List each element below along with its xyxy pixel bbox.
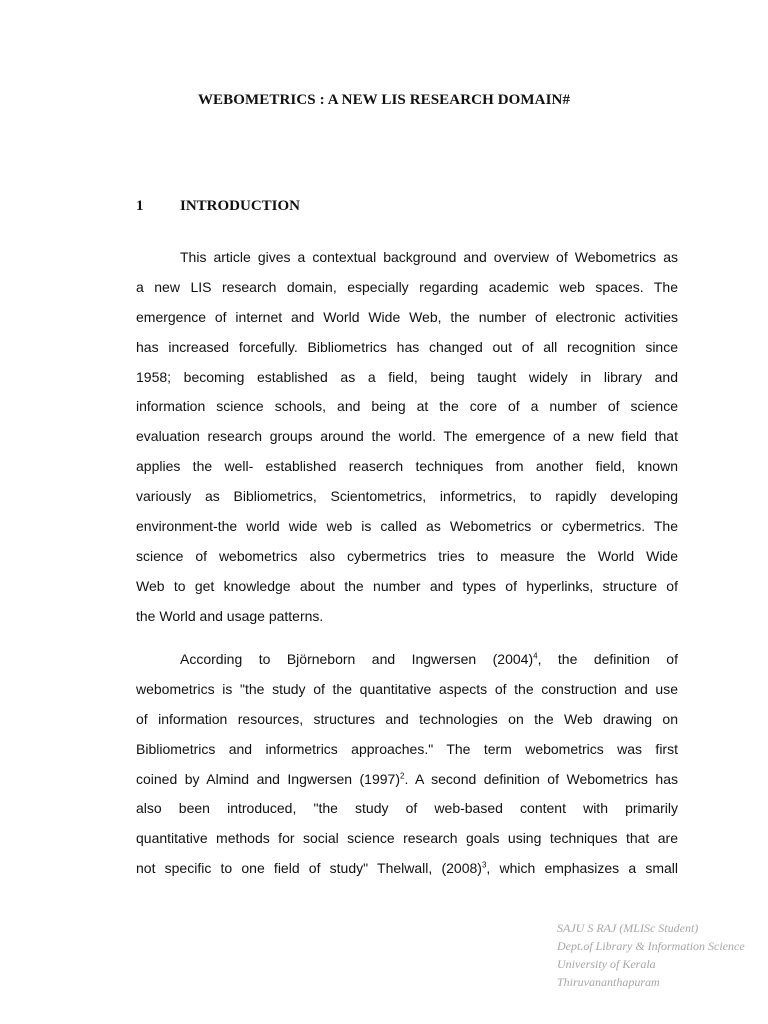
citation-superscript: 4 bbox=[533, 651, 538, 661]
paragraph-line: 1958; becoming established as a field, being taught widely in library and bbox=[136, 368, 678, 385]
paragraph-line: Web to get knowledge about the number and types of hyperlinks, structure of bbox=[136, 577, 678, 594]
paragraph-line: has increased forcefully. Bibliometrics has changed out of all recognition since bbox=[136, 338, 678, 355]
text-run: coined by Almind and Ingwersen (1997) bbox=[136, 770, 400, 787]
paragraph-line: Bibliometrics and informetrics approaches." The term webometrics was first bbox=[136, 740, 678, 757]
author-university: University of Kerala bbox=[557, 957, 656, 971]
paragraph-line: information science schools, and being at the core of a number of science bbox=[136, 398, 678, 415]
citation-superscript: 2 bbox=[399, 770, 405, 780]
paragraph-line: of information resources, structures and technologies on the Web drawing on bbox=[136, 710, 678, 727]
section-number: 1 bbox=[136, 198, 144, 214]
text-run: According to Björneborn and Ingwersen (2004) bbox=[180, 651, 534, 667]
paragraph-line: science of webometrics also cybermetrics tries to measure the World Wide bbox=[136, 547, 678, 564]
citation-superscript: 3 bbox=[481, 860, 487, 870]
paragraph-definition bbox=[136, 645, 678, 884]
paragraph-introduction bbox=[136, 243, 678, 632]
text-run: , which emphasizes a small bbox=[486, 860, 678, 877]
paragraph-line: This article gives a contextual background and overview of Webometrics as bbox=[180, 249, 678, 265]
paragraph-line bbox=[136, 854, 678, 884]
paragraph-line: a new LIS research domain, especially regarding academic web spaces. The bbox=[136, 278, 678, 295]
text-run: , the definition of bbox=[537, 651, 678, 667]
author-name: SAJU S RAJ (MLISc Student) bbox=[557, 921, 699, 935]
paragraph-line: environment-the world wide web is called as Webometrics or cybermetrics. The bbox=[136, 518, 678, 535]
section-title: INTRODUCTION bbox=[180, 198, 301, 214]
paragraph-line: quantitative methods for social science research goals using techniques that are bbox=[136, 830, 678, 847]
paragraph-line: applies the well- established reaserch techniques from another field, known bbox=[136, 458, 678, 475]
author-city: Thiruvananthapuram bbox=[557, 975, 660, 989]
paragraph-line: emergence of internet and World Wide Web, the number of electronic activities bbox=[136, 308, 678, 325]
paragraph-line: the World and usage patterns. bbox=[136, 607, 324, 624]
author-department: Dept.of Library & Information Science bbox=[557, 939, 745, 953]
author-footer bbox=[557, 919, 768, 991]
paragraph-line: also been introduced, "the study of web-based content with primarily bbox=[136, 800, 678, 817]
text-run: . A second definition of Webometrics has bbox=[404, 770, 678, 787]
paragraph-line bbox=[136, 645, 678, 675]
section-heading bbox=[136, 198, 300, 215]
text-run: not specific to one field of study" Thelwall, (2008) bbox=[136, 860, 482, 877]
paragraph-line: evaluation research groups around the world. The emergence of a new field that bbox=[136, 428, 678, 445]
document-title: WEBOMETRICS : A NEW LIS RESEARCH DOMAIN# bbox=[197, 92, 571, 108]
paragraph-line: variously as Bibliometrics, Scientometrics, informetrics, to rapidly developing bbox=[136, 488, 678, 505]
paragraph-line: webometrics is "the study of the quantitative aspects of the construction and use bbox=[136, 680, 678, 697]
paragraph-line bbox=[136, 765, 678, 795]
